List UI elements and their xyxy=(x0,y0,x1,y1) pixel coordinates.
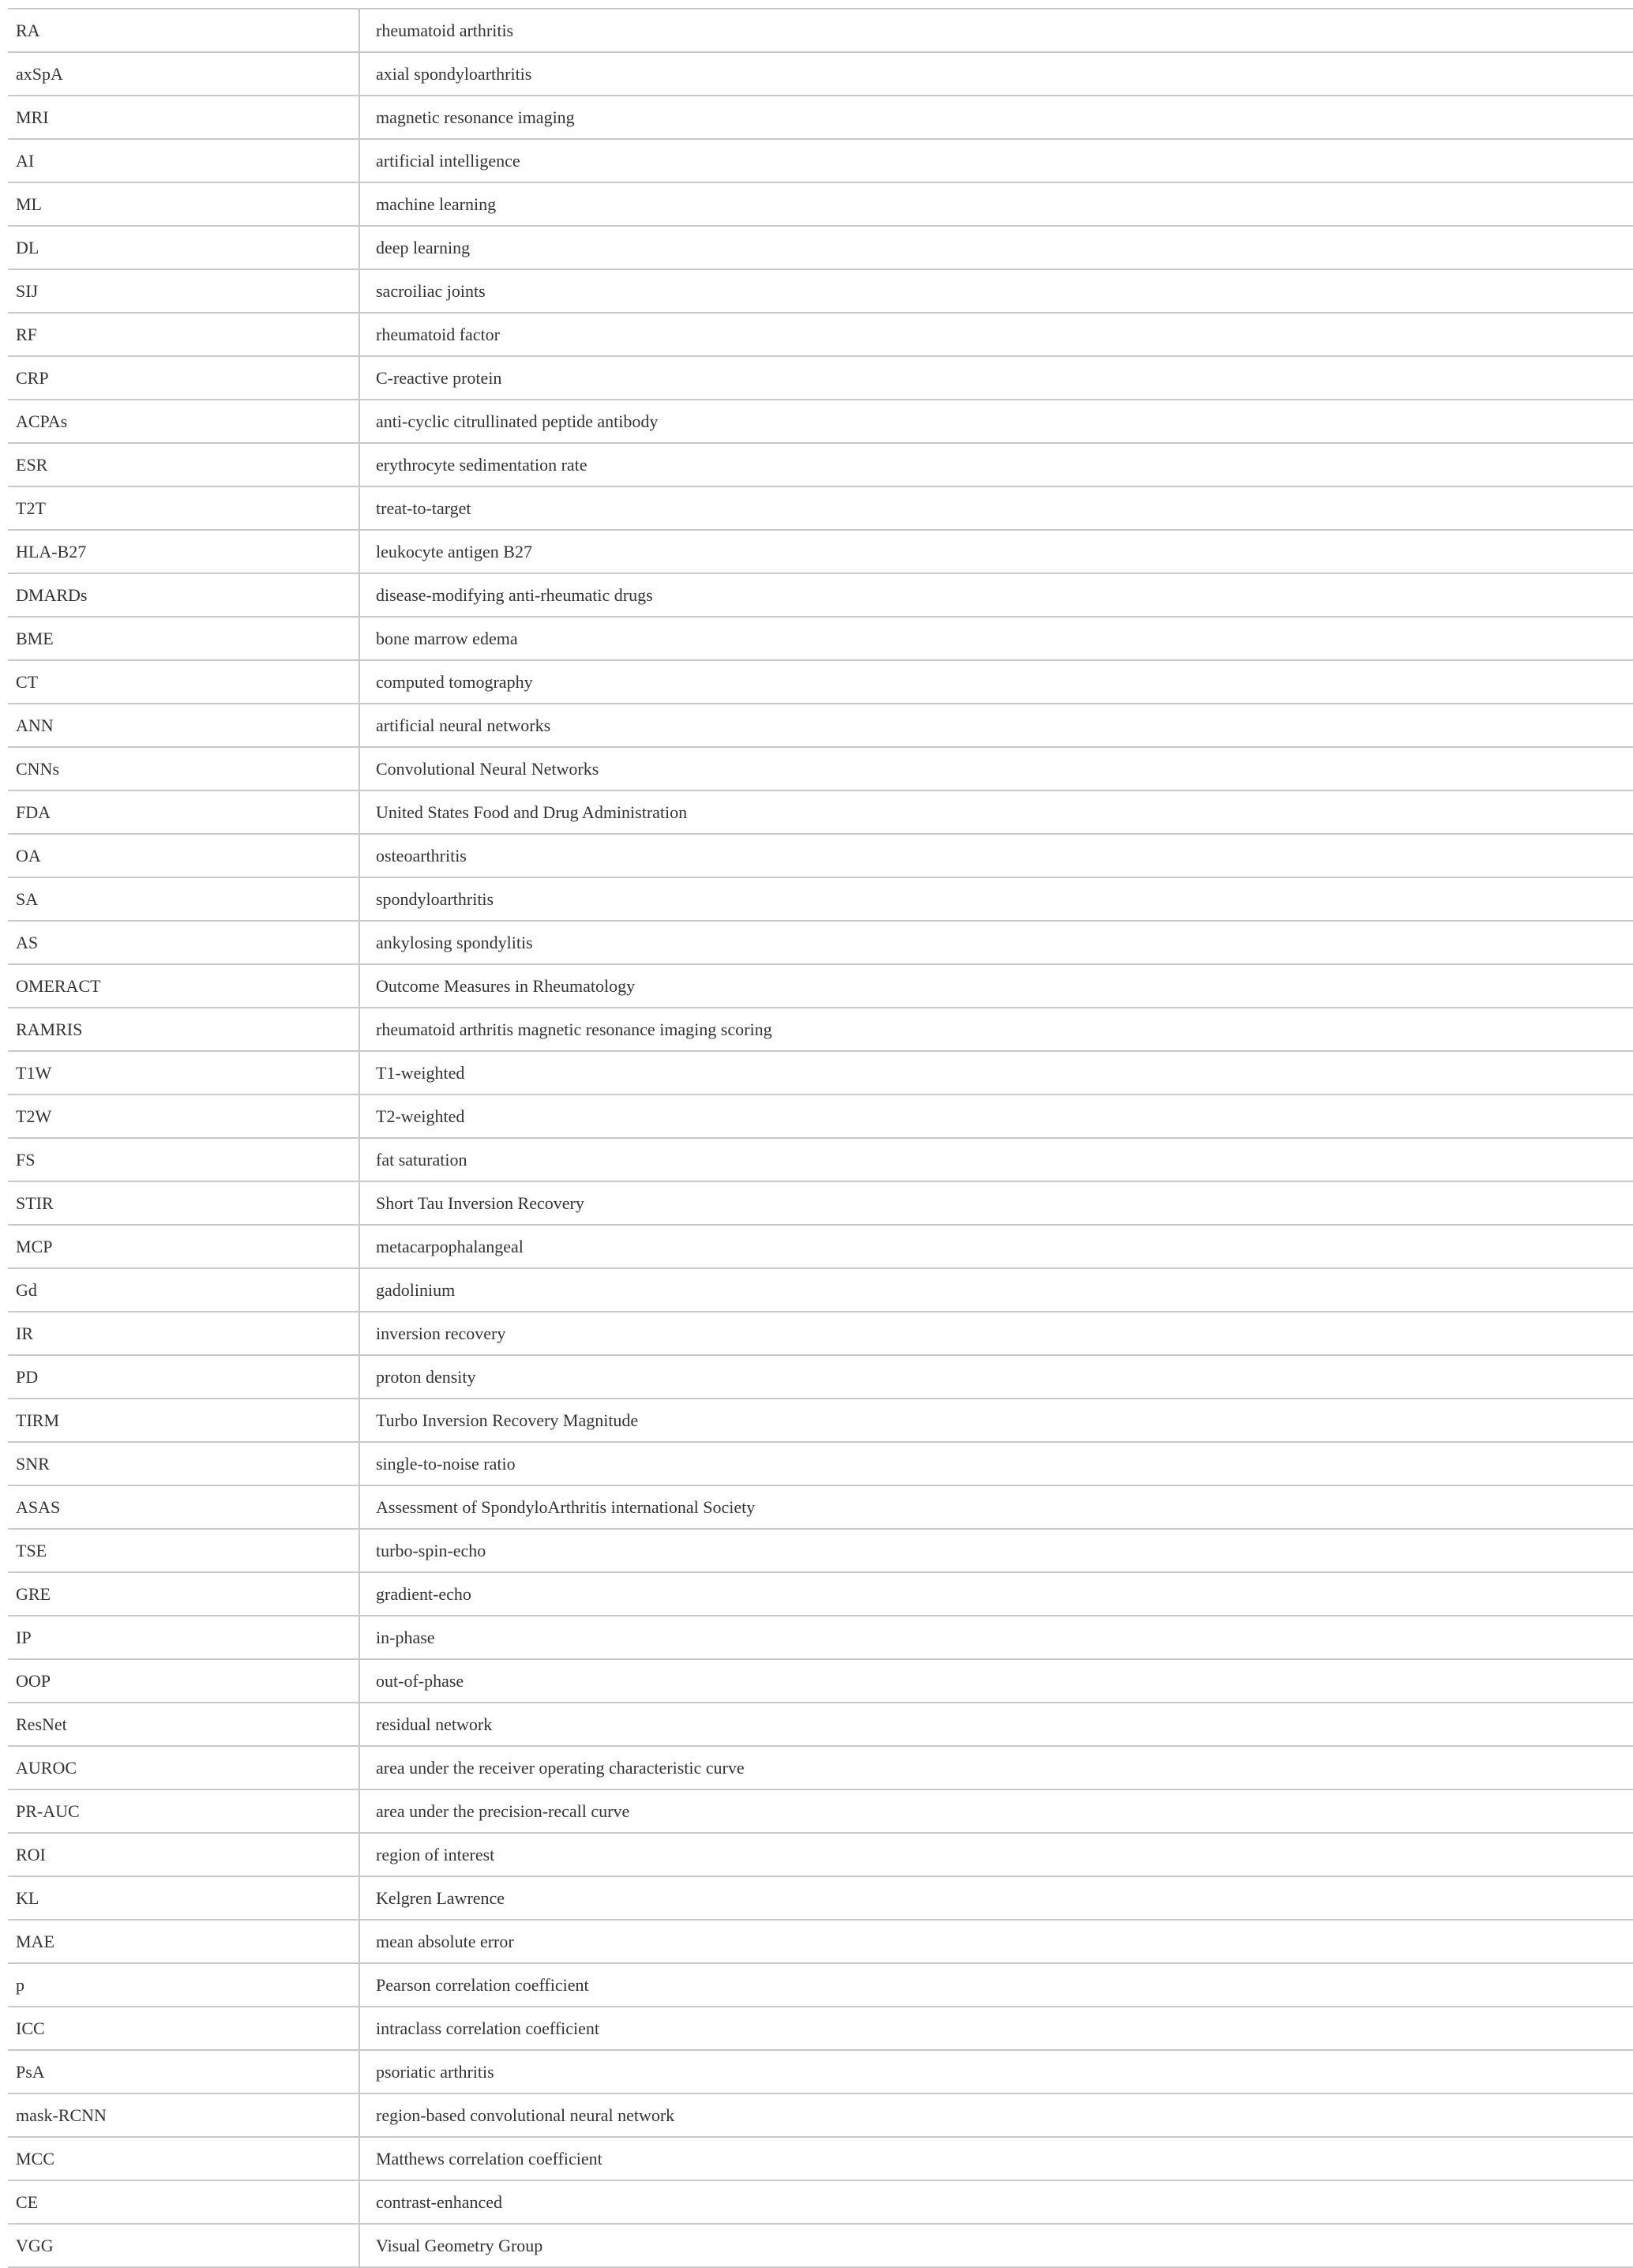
table-row xyxy=(8,96,1633,139)
definition-cell: ankylosing spondylitis xyxy=(359,921,1633,964)
definition-cell: computed tomography xyxy=(359,660,1633,704)
table-row xyxy=(8,834,1633,877)
abbreviation-cell: FDA xyxy=(8,790,359,834)
table-row xyxy=(8,530,1633,573)
abbreviation-cell: ANN xyxy=(8,704,359,747)
table-row xyxy=(8,921,1633,964)
abbreviation-cell: ASAS xyxy=(8,1485,359,1529)
abbreviation-cell: MAE xyxy=(8,1920,359,1963)
definition-cell: Pearson correlation coefficient xyxy=(359,1963,1633,2007)
definition-cell: C-reactive protein xyxy=(359,356,1633,400)
definition-cell: Outcome Measures in Rheumatology xyxy=(359,964,1633,1008)
abbreviation-cell: OA xyxy=(8,834,359,877)
definition-cell: machine learning xyxy=(359,182,1633,226)
table-row xyxy=(8,1659,1633,1703)
table-row xyxy=(8,226,1633,269)
definition-cell: deep learning xyxy=(359,226,1633,269)
abbreviations-table xyxy=(8,8,1633,2268)
table-row xyxy=(8,1703,1633,1746)
definition-cell: region of interest xyxy=(359,1833,1633,1876)
abbreviation-cell: RA xyxy=(8,9,359,52)
table-row xyxy=(8,1355,1633,1399)
definition-cell: fat saturation xyxy=(359,1138,1633,1181)
definition-cell: inversion recovery xyxy=(359,1312,1633,1355)
definition-cell: Assessment of SpondyloArthritis international Society xyxy=(359,1485,1633,1529)
definition-cell: region-based convolutional neural network xyxy=(359,2093,1633,2137)
abbreviation-cell: RF xyxy=(8,313,359,356)
definition-cell: contrast-enhanced xyxy=(359,2180,1633,2224)
table-row xyxy=(8,182,1633,226)
definition-cell: Kelgren Lawrence xyxy=(359,1876,1633,1920)
definition-cell: leukocyte antigen B27 xyxy=(359,530,1633,573)
definition-cell: spondyloarthritis xyxy=(359,877,1633,921)
abbreviation-cell: CRP xyxy=(8,356,359,400)
abbreviation-cell: DMARDs xyxy=(8,573,359,617)
table-row xyxy=(8,1529,1633,1572)
abbreviation-cell: PR-AUC xyxy=(8,1789,359,1833)
table-row xyxy=(8,573,1633,617)
abbreviation-cell: OMERACT xyxy=(8,964,359,1008)
table-row xyxy=(8,443,1633,486)
table-row xyxy=(8,52,1633,96)
definition-cell: metacarpophalangeal xyxy=(359,1225,1633,1268)
abbreviation-cell: KL xyxy=(8,1876,359,1920)
definition-cell: in-phase xyxy=(359,1616,1633,1659)
definition-cell: single-to-noise ratio xyxy=(359,1442,1633,1485)
table-row xyxy=(8,790,1633,834)
abbreviation-cell: IR xyxy=(8,1312,359,1355)
table-row xyxy=(8,2137,1633,2180)
table-row xyxy=(8,1442,1633,1485)
definition-cell: treat-to-target xyxy=(359,486,1633,530)
abbreviation-cell: MRI xyxy=(8,96,359,139)
abbreviation-cell: RAMRIS xyxy=(8,1008,359,1051)
table-row xyxy=(8,1485,1633,1529)
table-row xyxy=(8,1746,1633,1789)
abbreviation-cell: AS xyxy=(8,921,359,964)
definition-cell: Visual Geometry Group xyxy=(359,2224,1633,2267)
abbreviation-cell: axSpA xyxy=(8,52,359,96)
table-row xyxy=(8,1225,1633,1268)
abbreviation-cell: TSE xyxy=(8,1529,359,1572)
definition-cell: axial spondyloarthritis xyxy=(359,52,1633,96)
table-row xyxy=(8,2050,1633,2093)
abbreviation-cell: CE xyxy=(8,2180,359,2224)
definition-cell: Matthews correlation coefficient xyxy=(359,2137,1633,2180)
table-row xyxy=(8,617,1633,660)
table-row xyxy=(8,139,1633,182)
definition-cell: bone marrow edema xyxy=(359,617,1633,660)
definition-cell: gadolinium xyxy=(359,1268,1633,1312)
table-row xyxy=(8,1051,1633,1095)
table-row xyxy=(8,877,1633,921)
definition-cell: anti-cyclic citrullinated peptide antibody xyxy=(359,400,1633,443)
abbreviation-cell: SA xyxy=(8,877,359,921)
definition-cell: United States Food and Drug Administration xyxy=(359,790,1633,834)
table-row xyxy=(8,1616,1633,1659)
table-row xyxy=(8,1399,1633,1442)
table-row xyxy=(8,1138,1633,1181)
abbreviation-cell: T2T xyxy=(8,486,359,530)
definition-cell: area under the receiver operating characteristic curve xyxy=(359,1746,1633,1789)
definition-cell: rheumatoid arthritis xyxy=(359,9,1633,52)
abbreviation-cell: HLA-B27 xyxy=(8,530,359,573)
table-row xyxy=(8,1833,1633,1876)
table-row xyxy=(8,400,1633,443)
table-row xyxy=(8,660,1633,704)
abbreviation-cell: FS xyxy=(8,1138,359,1181)
table-row xyxy=(8,964,1633,1008)
table-row xyxy=(8,2007,1633,2050)
abbreviation-cell: AUROC xyxy=(8,1746,359,1789)
definition-cell: T1-weighted xyxy=(359,1051,1633,1095)
abbreviation-cell: ROI xyxy=(8,1833,359,1876)
definition-cell: artificial intelligence xyxy=(359,139,1633,182)
abbreviation-cell: IP xyxy=(8,1616,359,1659)
abbreviation-cell: mask-RCNN xyxy=(8,2093,359,2137)
table-row xyxy=(8,1789,1633,1833)
table-row xyxy=(8,704,1633,747)
definition-cell: turbo-spin-echo xyxy=(359,1529,1633,1572)
abbreviation-cell: TIRM xyxy=(8,1399,359,1442)
table-row xyxy=(8,313,1633,356)
definition-cell: intraclass correlation coefficient xyxy=(359,2007,1633,2050)
definition-cell: rheumatoid factor xyxy=(359,313,1633,356)
abbreviation-cell: Gd xyxy=(8,1268,359,1312)
table-row xyxy=(8,747,1633,790)
abbreviation-cell: BME xyxy=(8,617,359,660)
definition-cell: area under the precision-recall curve xyxy=(359,1789,1633,1833)
table-row xyxy=(8,269,1633,313)
table-row xyxy=(8,356,1633,400)
definition-cell: out-of-phase xyxy=(359,1659,1633,1703)
abbreviation-cell: STIR xyxy=(8,1181,359,1225)
table-row xyxy=(8,1312,1633,1355)
abbreviation-cell: AI xyxy=(8,139,359,182)
table-row xyxy=(8,1963,1633,2007)
abbreviation-cell: ICC xyxy=(8,2007,359,2050)
definition-cell: Convolutional Neural Networks xyxy=(359,747,1633,790)
abbreviation-cell: p xyxy=(8,1963,359,2007)
abbreviation-cell: ResNet xyxy=(8,1703,359,1746)
definition-cell: osteoarthritis xyxy=(359,834,1633,877)
definition-cell: rheumatoid arthritis magnetic resonance imaging scoring xyxy=(359,1008,1633,1051)
abbreviation-cell: OOP xyxy=(8,1659,359,1703)
abbreviation-cell: PD xyxy=(8,1355,359,1399)
abbreviation-cell: PsA xyxy=(8,2050,359,2093)
definition-cell: gradient-echo xyxy=(359,1572,1633,1616)
abbreviations-table-body xyxy=(8,9,1633,2267)
abbreviation-cell: CT xyxy=(8,660,359,704)
definition-cell: proton density xyxy=(359,1355,1633,1399)
abbreviation-cell: CNNs xyxy=(8,747,359,790)
abbreviation-cell: ACPAs xyxy=(8,400,359,443)
definition-cell: erythrocyte sedimentation rate xyxy=(359,443,1633,486)
abbreviation-cell: MCP xyxy=(8,1225,359,1268)
abbreviation-cell: SIJ xyxy=(8,269,359,313)
abbreviation-cell: ESR xyxy=(8,443,359,486)
abbreviation-cell: MCC xyxy=(8,2137,359,2180)
table-row xyxy=(8,1008,1633,1051)
definition-cell: T2-weighted xyxy=(359,1095,1633,1138)
definition-cell: Turbo Inversion Recovery Magnitude xyxy=(359,1399,1633,1442)
abbreviation-cell: T2W xyxy=(8,1095,359,1138)
definition-cell: residual network xyxy=(359,1703,1633,1746)
table-row xyxy=(8,1920,1633,1963)
table-row xyxy=(8,1572,1633,1616)
abbreviation-cell: DL xyxy=(8,226,359,269)
table-row xyxy=(8,486,1633,530)
definition-cell: Short Tau Inversion Recovery xyxy=(359,1181,1633,1225)
abbreviation-cell: T1W xyxy=(8,1051,359,1095)
abbreviation-cell: ML xyxy=(8,182,359,226)
table-row xyxy=(8,2093,1633,2137)
table-row xyxy=(8,2180,1633,2224)
table-row xyxy=(8,1876,1633,1920)
definition-cell: sacroiliac joints xyxy=(359,269,1633,313)
definition-cell: magnetic resonance imaging xyxy=(359,96,1633,139)
table-row xyxy=(8,1181,1633,1225)
definition-cell: disease-modifying anti-rheumatic drugs xyxy=(359,573,1633,617)
table-row xyxy=(8,9,1633,52)
abbreviation-cell: SNR xyxy=(8,1442,359,1485)
definition-cell: mean absolute error xyxy=(359,1920,1633,1963)
table-row xyxy=(8,1095,1633,1138)
table-row xyxy=(8,1268,1633,1312)
definition-cell: artificial neural networks xyxy=(359,704,1633,747)
definition-cell: psoriatic arthritis xyxy=(359,2050,1633,2093)
abbreviation-cell: GRE xyxy=(8,1572,359,1616)
abbreviation-cell: VGG xyxy=(8,2224,359,2267)
